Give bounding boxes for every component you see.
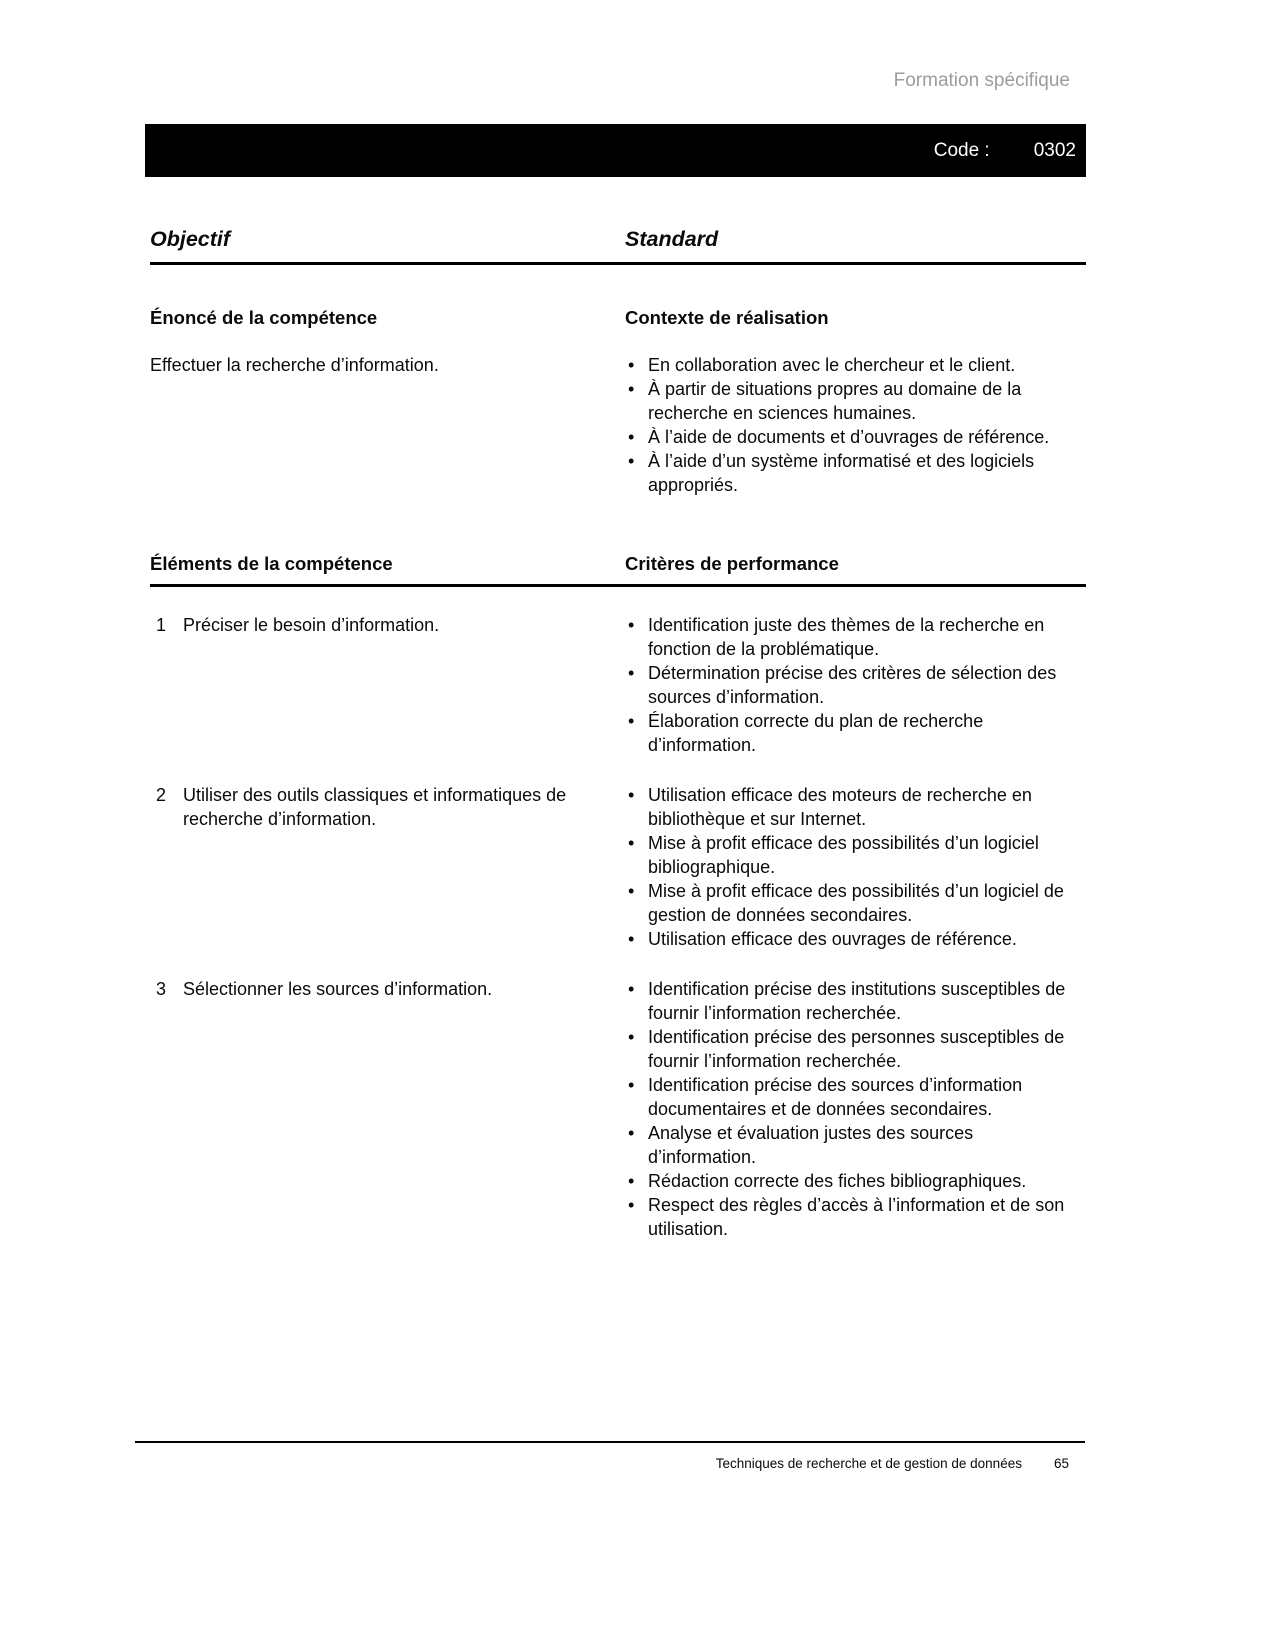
- competence-element-row: [150, 977, 1086, 1241]
- bullet-item: • Identification juste des thèmes de la recherche en fonction de la problématique.: [625, 613, 1072, 661]
- code-value: 0302: [1033, 139, 1076, 161]
- bullet-item: • Utilisation efficace des moteurs de recherche en bibliothèque et sur Internet.: [625, 783, 1072, 831]
- element-left-cell: [150, 977, 625, 1241]
- footer-document-title: Techniques de recherche et de gestion de données: [715, 1456, 1022, 1471]
- bullet-item: • Analyse et évaluation justes des sources d’information.: [625, 1121, 1072, 1169]
- contexte-heading: Contexte de réalisation: [625, 307, 829, 328]
- enonce-heading: Énoncé de la compétence: [150, 307, 378, 328]
- competence-section: [150, 307, 1086, 497]
- competence-element-row: [150, 613, 1086, 757]
- criteria-bullet-list: [625, 977, 1086, 1241]
- bullet-item: • À partir de situations propres au domaine de la recherche en sciences humaines.: [625, 377, 1072, 425]
- bullet-item: • Respect des règles d’accès à l’information et de son utilisation.: [625, 1193, 1072, 1241]
- bullet-item: • Identification précise des institutions susceptibles de fournir l’information recherchée.: [625, 977, 1072, 1025]
- page-footer: [135, 1441, 1085, 1471]
- criteres-heading: Critères de performance: [625, 553, 839, 574]
- bullet-item: • Utilisation efficace des ouvrages de référence.: [625, 927, 1072, 951]
- bullet-item: • En collaboration avec le chercheur et le client.: [625, 353, 1072, 377]
- bullet-item: • Identification précise des personnes susceptibles de fournir l’information recherchée.: [625, 1025, 1072, 1073]
- elements-rows: [150, 613, 1086, 1241]
- bullet-item: • Mise à profit efficace des possibilités d’un logiciel de gestion de données secondaires.: [625, 879, 1072, 927]
- element-left-cell: [150, 783, 625, 951]
- competence-element-row: [150, 783, 1086, 951]
- competence-statement: Effectuer la recherche d’information.: [150, 355, 439, 375]
- competence-right-column: [625, 307, 1086, 497]
- bullet-item: • Détermination précise des critères de sélection des sources d’information.: [625, 661, 1072, 709]
- objectif-heading: Objectif: [150, 227, 231, 251]
- section-header-label: Formation spécifique: [893, 70, 1070, 91]
- element-label: Préciser le besoin d’information.: [183, 615, 440, 635]
- objectif-standard-header: [150, 227, 1086, 265]
- element-number: 3: [156, 979, 167, 999]
- bullet-item: • À l’aide de documents et d’ouvrages de référence.: [625, 425, 1072, 449]
- element-number: 2: [156, 785, 167, 805]
- element-number: 1: [156, 615, 167, 635]
- elements-heading: Éléments de la compétence: [150, 553, 393, 574]
- elements-criteria-header: [150, 553, 1086, 587]
- element-label: Sélectionner les sources d’information.: [183, 979, 493, 999]
- bullet-item: • Mise à profit efficace des possibilités d’un logiciel bibliographique.: [625, 831, 1072, 879]
- bullet-item: • À l’aide d’un système informatisé et des logiciels appropriés.: [625, 449, 1072, 497]
- element-left-cell: [150, 613, 625, 757]
- competence-left-column: [150, 307, 625, 497]
- element-label: Utiliser des outils classiques et informatiques de recherche d’information.: [183, 785, 567, 829]
- context-bullet-list: [625, 353, 1086, 497]
- bullet-item: • Identification précise des sources d’information documentaires et de données secondaires.: [625, 1073, 1072, 1121]
- element-right-cell: [625, 783, 1086, 951]
- page-content: [150, 0, 1086, 1241]
- criteria-bullet-list: [625, 613, 1086, 757]
- standard-heading: Standard: [625, 227, 719, 251]
- criteria-bullet-list: [625, 783, 1086, 951]
- element-right-cell: [625, 977, 1086, 1241]
- footer-page-number: 65: [1053, 1456, 1069, 1471]
- bullet-item: • Rédaction correcte des fiches bibliographiques.: [625, 1169, 1072, 1193]
- element-right-cell: [625, 613, 1086, 757]
- code-label: Code :: [933, 139, 990, 161]
- code-bar: [145, 124, 1086, 177]
- bullet-item: • Élaboration correcte du plan de recherche d’information.: [625, 709, 1072, 757]
